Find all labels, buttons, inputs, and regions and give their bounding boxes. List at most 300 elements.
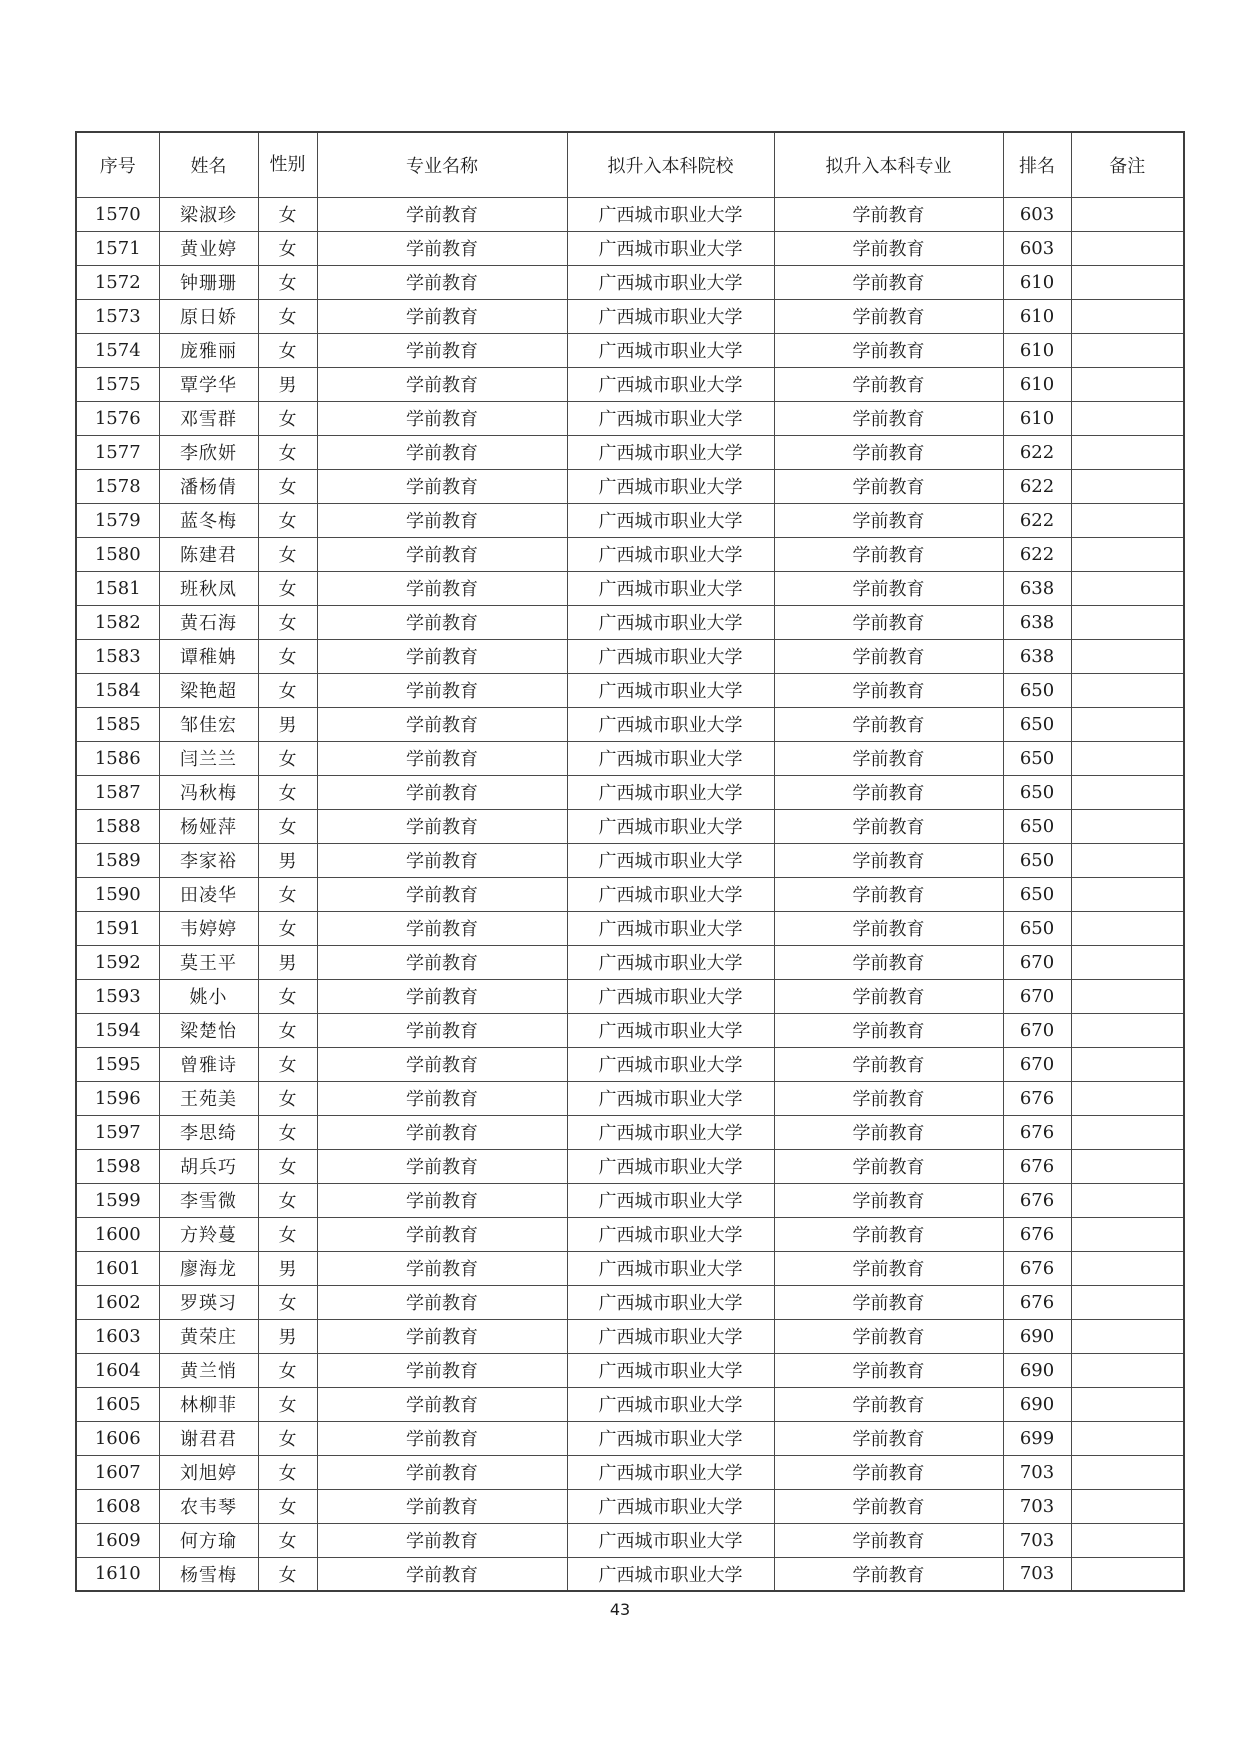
cell-no: 1600 — [76, 1217, 159, 1251]
cell-name: 李欣妍 — [159, 435, 258, 469]
cell-name: 曾雅诗 — [159, 1047, 258, 1081]
cell-name: 黄业婷 — [159, 231, 258, 265]
table-row — [76, 1455, 1184, 1489]
table-row — [76, 1013, 1184, 1047]
cell-target_major: 学前教育 — [774, 197, 1003, 231]
cell-rank: 610 — [1003, 265, 1071, 299]
cell-remark — [1071, 979, 1184, 1013]
cell-target_major: 学前教育 — [774, 1387, 1003, 1421]
cell-rank: 622 — [1003, 469, 1071, 503]
cell-college: 广西城市职业大学 — [567, 367, 774, 401]
cell-college: 广西城市职业大学 — [567, 979, 774, 1013]
cell-major: 学前教育 — [317, 707, 567, 741]
cell-major: 学前教育 — [317, 775, 567, 809]
cell-remark — [1071, 1353, 1184, 1387]
cell-college: 广西城市职业大学 — [567, 333, 774, 367]
cell-remark — [1071, 1489, 1184, 1523]
cell-rank: 650 — [1003, 911, 1071, 945]
table-row — [76, 877, 1184, 911]
cell-name: 钟珊珊 — [159, 265, 258, 299]
cell-name: 方羚蔓 — [159, 1217, 258, 1251]
cell-college: 广西城市职业大学 — [567, 775, 774, 809]
cell-gender: 女 — [258, 265, 317, 299]
cell-gender: 女 — [258, 299, 317, 333]
table-row — [76, 775, 1184, 809]
cell-remark — [1071, 1387, 1184, 1421]
cell-college: 广西城市职业大学 — [567, 911, 774, 945]
cell-major: 学前教育 — [317, 1319, 567, 1353]
cell-major: 学前教育 — [317, 1115, 567, 1149]
cell-college: 广西城市职业大学 — [567, 707, 774, 741]
cell-gender: 男 — [258, 1251, 317, 1285]
cell-major: 学前教育 — [317, 401, 567, 435]
cell-major: 学前教育 — [317, 1285, 567, 1319]
cell-name: 陈建君 — [159, 537, 258, 571]
cell-gender: 女 — [258, 1149, 317, 1183]
cell-remark — [1071, 605, 1184, 639]
cell-target_major: 学前教育 — [774, 809, 1003, 843]
cell-no: 1589 — [76, 843, 159, 877]
cell-name: 邓雪群 — [159, 401, 258, 435]
cell-target_major: 学前教育 — [774, 605, 1003, 639]
table-row — [76, 1319, 1184, 1353]
cell-college: 广西城市职业大学 — [567, 469, 774, 503]
cell-target_major: 学前教育 — [774, 401, 1003, 435]
cell-rank: 703 — [1003, 1455, 1071, 1489]
cell-target_major: 学前教育 — [774, 1285, 1003, 1319]
cell-gender: 女 — [258, 571, 317, 605]
cell-gender: 女 — [258, 911, 317, 945]
cell-gender: 男 — [258, 843, 317, 877]
cell-target_major: 学前教育 — [774, 741, 1003, 775]
cell-name: 覃学华 — [159, 367, 258, 401]
cell-gender: 男 — [258, 945, 317, 979]
cell-college: 广西城市职业大学 — [567, 1183, 774, 1217]
table-row — [76, 1217, 1184, 1251]
cell-gender: 男 — [258, 1319, 317, 1353]
cell-no: 1572 — [76, 265, 159, 299]
cell-no: 1608 — [76, 1489, 159, 1523]
cell-remark — [1071, 1285, 1184, 1319]
cell-remark — [1071, 707, 1184, 741]
cell-remark — [1071, 299, 1184, 333]
cell-college: 广西城市职业大学 — [567, 1489, 774, 1523]
cell-rank: 690 — [1003, 1319, 1071, 1353]
cell-college: 广西城市职业大学 — [567, 1285, 774, 1319]
table-row — [76, 911, 1184, 945]
cell-gender: 女 — [258, 1013, 317, 1047]
cell-rank: 699 — [1003, 1421, 1071, 1455]
cell-major: 学前教育 — [317, 469, 567, 503]
cell-target_major: 学前教育 — [774, 1081, 1003, 1115]
cell-rank: 622 — [1003, 503, 1071, 537]
column-header-target_major: 拟升入本科专业 — [774, 132, 1003, 197]
cell-name: 杨雪梅 — [159, 1557, 258, 1591]
cell-gender: 女 — [258, 1285, 317, 1319]
cell-rank: 676 — [1003, 1115, 1071, 1149]
cell-name: 李思绮 — [159, 1115, 258, 1149]
cell-college: 广西城市职业大学 — [567, 1557, 774, 1591]
cell-no: 1574 — [76, 333, 159, 367]
cell-target_major: 学前教育 — [774, 571, 1003, 605]
table-header-row — [76, 132, 1184, 197]
cell-name: 冯秋梅 — [159, 775, 258, 809]
table-row — [76, 1081, 1184, 1115]
table-row — [76, 1285, 1184, 1319]
cell-target_major: 学前教育 — [774, 843, 1003, 877]
column-header-name: 姓名 — [159, 132, 258, 197]
cell-rank: 610 — [1003, 401, 1071, 435]
cell-name: 谭稚姌 — [159, 639, 258, 673]
table-row — [76, 197, 1184, 231]
cell-major: 学前教育 — [317, 299, 567, 333]
cell-rank: 703 — [1003, 1523, 1071, 1557]
cell-major: 学前教育 — [317, 673, 567, 707]
cell-name: 潘杨倩 — [159, 469, 258, 503]
cell-college: 广西城市职业大学 — [567, 1149, 774, 1183]
cell-rank: 650 — [1003, 843, 1071, 877]
table-row — [76, 1047, 1184, 1081]
cell-gender: 女 — [258, 809, 317, 843]
cell-rank: 603 — [1003, 231, 1071, 265]
cell-no: 1581 — [76, 571, 159, 605]
cell-name: 刘旭婷 — [159, 1455, 258, 1489]
cell-college: 广西城市职业大学 — [567, 1319, 774, 1353]
cell-rank: 676 — [1003, 1251, 1071, 1285]
cell-name: 莫王平 — [159, 945, 258, 979]
cell-remark — [1071, 231, 1184, 265]
cell-gender: 女 — [258, 503, 317, 537]
cell-rank: 610 — [1003, 333, 1071, 367]
table-row — [76, 435, 1184, 469]
cell-major: 学前教育 — [317, 1421, 567, 1455]
cell-rank: 638 — [1003, 639, 1071, 673]
cell-no: 1586 — [76, 741, 159, 775]
cell-major: 学前教育 — [317, 979, 567, 1013]
cell-no: 1592 — [76, 945, 159, 979]
column-header-remark: 备注 — [1071, 132, 1184, 197]
cell-name: 李家裕 — [159, 843, 258, 877]
cell-gender: 女 — [258, 1353, 317, 1387]
cell-major: 学前教育 — [317, 435, 567, 469]
cell-remark — [1071, 1217, 1184, 1251]
cell-rank: 638 — [1003, 605, 1071, 639]
cell-major: 学前教育 — [317, 231, 567, 265]
cell-rank: 610 — [1003, 299, 1071, 333]
cell-name: 庞雅丽 — [159, 333, 258, 367]
cell-target_major: 学前教育 — [774, 1353, 1003, 1387]
cell-remark — [1071, 265, 1184, 299]
cell-remark — [1071, 1319, 1184, 1353]
cell-college: 广西城市职业大学 — [567, 673, 774, 707]
cell-major: 学前教育 — [317, 571, 567, 605]
cell-no: 1610 — [76, 1557, 159, 1591]
cell-no: 1596 — [76, 1081, 159, 1115]
cell-gender: 女 — [258, 775, 317, 809]
table-row — [76, 333, 1184, 367]
cell-gender: 女 — [258, 1047, 317, 1081]
table-row — [76, 1523, 1184, 1557]
cell-name: 梁楚怡 — [159, 1013, 258, 1047]
cell-remark — [1071, 1115, 1184, 1149]
cell-no: 1601 — [76, 1251, 159, 1285]
cell-college: 广西城市职业大学 — [567, 741, 774, 775]
cell-no: 1605 — [76, 1387, 159, 1421]
cell-target_major: 学前教育 — [774, 503, 1003, 537]
table-row — [76, 367, 1184, 401]
cell-name: 杨娅萍 — [159, 809, 258, 843]
cell-no: 1573 — [76, 299, 159, 333]
cell-name: 廖海龙 — [159, 1251, 258, 1285]
column-header-major: 专业名称 — [317, 132, 567, 197]
cell-no: 1588 — [76, 809, 159, 843]
cell-major: 学前教育 — [317, 1149, 567, 1183]
cell-no: 1599 — [76, 1183, 159, 1217]
cell-major: 学前教育 — [317, 877, 567, 911]
cell-remark — [1071, 1557, 1184, 1591]
cell-target_major: 学前教育 — [774, 265, 1003, 299]
table-row — [76, 299, 1184, 333]
cell-no: 1604 — [76, 1353, 159, 1387]
cell-rank: 650 — [1003, 673, 1071, 707]
cell-major: 学前教育 — [317, 1047, 567, 1081]
cell-remark — [1071, 503, 1184, 537]
cell-gender: 女 — [258, 401, 317, 435]
cell-name: 闫兰兰 — [159, 741, 258, 775]
cell-major: 学前教育 — [317, 1217, 567, 1251]
cell-target_major: 学前教育 — [774, 1217, 1003, 1251]
cell-name: 谢君君 — [159, 1421, 258, 1455]
cell-major: 学前教育 — [317, 1489, 567, 1523]
cell-college: 广西城市职业大学 — [567, 1523, 774, 1557]
cell-gender: 男 — [258, 707, 317, 741]
cell-rank: 622 — [1003, 537, 1071, 571]
student-promotion-table — [75, 131, 1185, 1592]
cell-target_major: 学前教育 — [774, 1183, 1003, 1217]
cell-no: 1579 — [76, 503, 159, 537]
cell-gender: 女 — [258, 1217, 317, 1251]
column-header-rank: 排名 — [1003, 132, 1071, 197]
table-row — [76, 1251, 1184, 1285]
cell-remark — [1071, 1149, 1184, 1183]
cell-target_major: 学前教育 — [774, 469, 1003, 503]
cell-no: 1594 — [76, 1013, 159, 1047]
cell-major: 学前教育 — [317, 197, 567, 231]
cell-remark — [1071, 1047, 1184, 1081]
cell-major: 学前教育 — [317, 1455, 567, 1489]
cell-remark — [1071, 333, 1184, 367]
cell-remark — [1071, 877, 1184, 911]
column-header-no: 序号 — [76, 132, 159, 197]
cell-major: 学前教育 — [317, 639, 567, 673]
cell-gender: 女 — [258, 605, 317, 639]
cell-remark — [1071, 401, 1184, 435]
cell-gender: 女 — [258, 1387, 317, 1421]
cell-remark — [1071, 1455, 1184, 1489]
cell-no: 1597 — [76, 1115, 159, 1149]
cell-target_major: 学前教育 — [774, 367, 1003, 401]
page-number: 43 — [609, 1600, 631, 1619]
table-row — [76, 979, 1184, 1013]
cell-college: 广西城市职业大学 — [567, 1217, 774, 1251]
cell-name: 邹佳宏 — [159, 707, 258, 741]
cell-rank: 676 — [1003, 1081, 1071, 1115]
cell-rank: 650 — [1003, 809, 1071, 843]
column-header-gender: 性别 — [258, 132, 317, 197]
cell-major: 学前教育 — [317, 945, 567, 979]
cell-remark — [1071, 673, 1184, 707]
cell-remark — [1071, 1183, 1184, 1217]
cell-target_major: 学前教育 — [774, 435, 1003, 469]
cell-no: 1578 — [76, 469, 159, 503]
cell-no: 1607 — [76, 1455, 159, 1489]
cell-target_major: 学前教育 — [774, 1455, 1003, 1489]
table-row — [76, 809, 1184, 843]
table-row — [76, 945, 1184, 979]
cell-major: 学前教育 — [317, 1081, 567, 1115]
cell-rank: 703 — [1003, 1557, 1071, 1591]
cell-major: 学前教育 — [317, 1523, 567, 1557]
cell-gender: 女 — [258, 1489, 317, 1523]
cell-target_major: 学前教育 — [774, 979, 1003, 1013]
table-row — [76, 639, 1184, 673]
cell-no: 1576 — [76, 401, 159, 435]
table-row — [76, 1489, 1184, 1523]
column-header-college: 拟升入本科院校 — [567, 132, 774, 197]
cell-no: 1606 — [76, 1421, 159, 1455]
cell-no: 1582 — [76, 605, 159, 639]
cell-target_major: 学前教育 — [774, 1115, 1003, 1149]
cell-remark — [1071, 197, 1184, 231]
cell-name: 蓝冬梅 — [159, 503, 258, 537]
cell-college: 广西城市职业大学 — [567, 877, 774, 911]
cell-rank: 603 — [1003, 197, 1071, 231]
table-row — [76, 401, 1184, 435]
cell-target_major: 学前教育 — [774, 877, 1003, 911]
cell-no: 1587 — [76, 775, 159, 809]
cell-major: 学前教育 — [317, 1251, 567, 1285]
cell-gender: 女 — [258, 877, 317, 911]
cell-college: 广西城市职业大学 — [567, 843, 774, 877]
cell-name: 林柳菲 — [159, 1387, 258, 1421]
cell-major: 学前教育 — [317, 1353, 567, 1387]
table-row — [76, 231, 1184, 265]
cell-rank: 703 — [1003, 1489, 1071, 1523]
table-row — [76, 843, 1184, 877]
cell-remark — [1071, 911, 1184, 945]
table-row — [76, 537, 1184, 571]
cell-target_major: 学前教育 — [774, 639, 1003, 673]
cell-college: 广西城市职业大学 — [567, 1455, 774, 1489]
cell-target_major: 学前教育 — [774, 1557, 1003, 1591]
cell-target_major: 学前教育 — [774, 1319, 1003, 1353]
cell-rank: 670 — [1003, 1047, 1071, 1081]
cell-target_major: 学前教育 — [774, 1251, 1003, 1285]
cell-name: 韦婷婷 — [159, 911, 258, 945]
cell-major: 学前教育 — [317, 537, 567, 571]
cell-name: 班秋凤 — [159, 571, 258, 605]
cell-no: 1603 — [76, 1319, 159, 1353]
cell-no: 1609 — [76, 1523, 159, 1557]
cell-name: 田凌华 — [159, 877, 258, 911]
cell-name: 梁淑珍 — [159, 197, 258, 231]
cell-major: 学前教育 — [317, 809, 567, 843]
cell-rank: 650 — [1003, 741, 1071, 775]
cell-no: 1575 — [76, 367, 159, 401]
table-row — [76, 1183, 1184, 1217]
cell-gender: 女 — [258, 1557, 317, 1591]
cell-rank: 670 — [1003, 945, 1071, 979]
cell-rank: 676 — [1003, 1149, 1071, 1183]
cell-remark — [1071, 1421, 1184, 1455]
cell-target_major: 学前教育 — [774, 537, 1003, 571]
table-row — [76, 1387, 1184, 1421]
cell-name: 原日娇 — [159, 299, 258, 333]
table-row — [76, 1115, 1184, 1149]
cell-gender: 女 — [258, 1523, 317, 1557]
cell-name: 黄荣庄 — [159, 1319, 258, 1353]
cell-remark — [1071, 639, 1184, 673]
cell-name: 梁艳超 — [159, 673, 258, 707]
cell-remark — [1071, 1251, 1184, 1285]
cell-college: 广西城市职业大学 — [567, 401, 774, 435]
cell-name: 胡兵巧 — [159, 1149, 258, 1183]
cell-rank: 650 — [1003, 877, 1071, 911]
cell-rank: 622 — [1003, 435, 1071, 469]
table-row — [76, 673, 1184, 707]
cell-remark — [1071, 741, 1184, 775]
cell-name: 李雪微 — [159, 1183, 258, 1217]
cell-rank: 690 — [1003, 1353, 1071, 1387]
cell-rank: 650 — [1003, 775, 1071, 809]
cell-remark — [1071, 843, 1184, 877]
cell-target_major: 学前教育 — [774, 1047, 1003, 1081]
cell-no: 1583 — [76, 639, 159, 673]
cell-target_major: 学前教育 — [774, 231, 1003, 265]
cell-gender: 女 — [258, 1081, 317, 1115]
cell-no: 1591 — [76, 911, 159, 945]
cell-remark — [1071, 537, 1184, 571]
cell-target_major: 学前教育 — [774, 775, 1003, 809]
cell-college: 广西城市职业大学 — [567, 1421, 774, 1455]
cell-college: 广西城市职业大学 — [567, 299, 774, 333]
cell-target_major: 学前教育 — [774, 707, 1003, 741]
cell-college: 广西城市职业大学 — [567, 809, 774, 843]
cell-target_major: 学前教育 — [774, 673, 1003, 707]
cell-college: 广西城市职业大学 — [567, 1353, 774, 1387]
cell-no: 1595 — [76, 1047, 159, 1081]
cell-college: 广西城市职业大学 — [567, 435, 774, 469]
table-row — [76, 265, 1184, 299]
cell-college: 广西城市职业大学 — [567, 265, 774, 299]
table-row — [76, 571, 1184, 605]
cell-college: 广西城市职业大学 — [567, 945, 774, 979]
cell-target_major: 学前教育 — [774, 1013, 1003, 1047]
cell-name: 罗瑛习 — [159, 1285, 258, 1319]
cell-no: 1584 — [76, 673, 159, 707]
cell-college: 广西城市职业大学 — [567, 537, 774, 571]
cell-gender: 女 — [258, 333, 317, 367]
table-row — [76, 1353, 1184, 1387]
cell-no: 1598 — [76, 1149, 159, 1183]
cell-major: 学前教育 — [317, 741, 567, 775]
cell-no: 1590 — [76, 877, 159, 911]
table-row — [76, 469, 1184, 503]
cell-no: 1602 — [76, 1285, 159, 1319]
cell-gender: 女 — [258, 469, 317, 503]
table-row — [76, 707, 1184, 741]
cell-major: 学前教育 — [317, 843, 567, 877]
